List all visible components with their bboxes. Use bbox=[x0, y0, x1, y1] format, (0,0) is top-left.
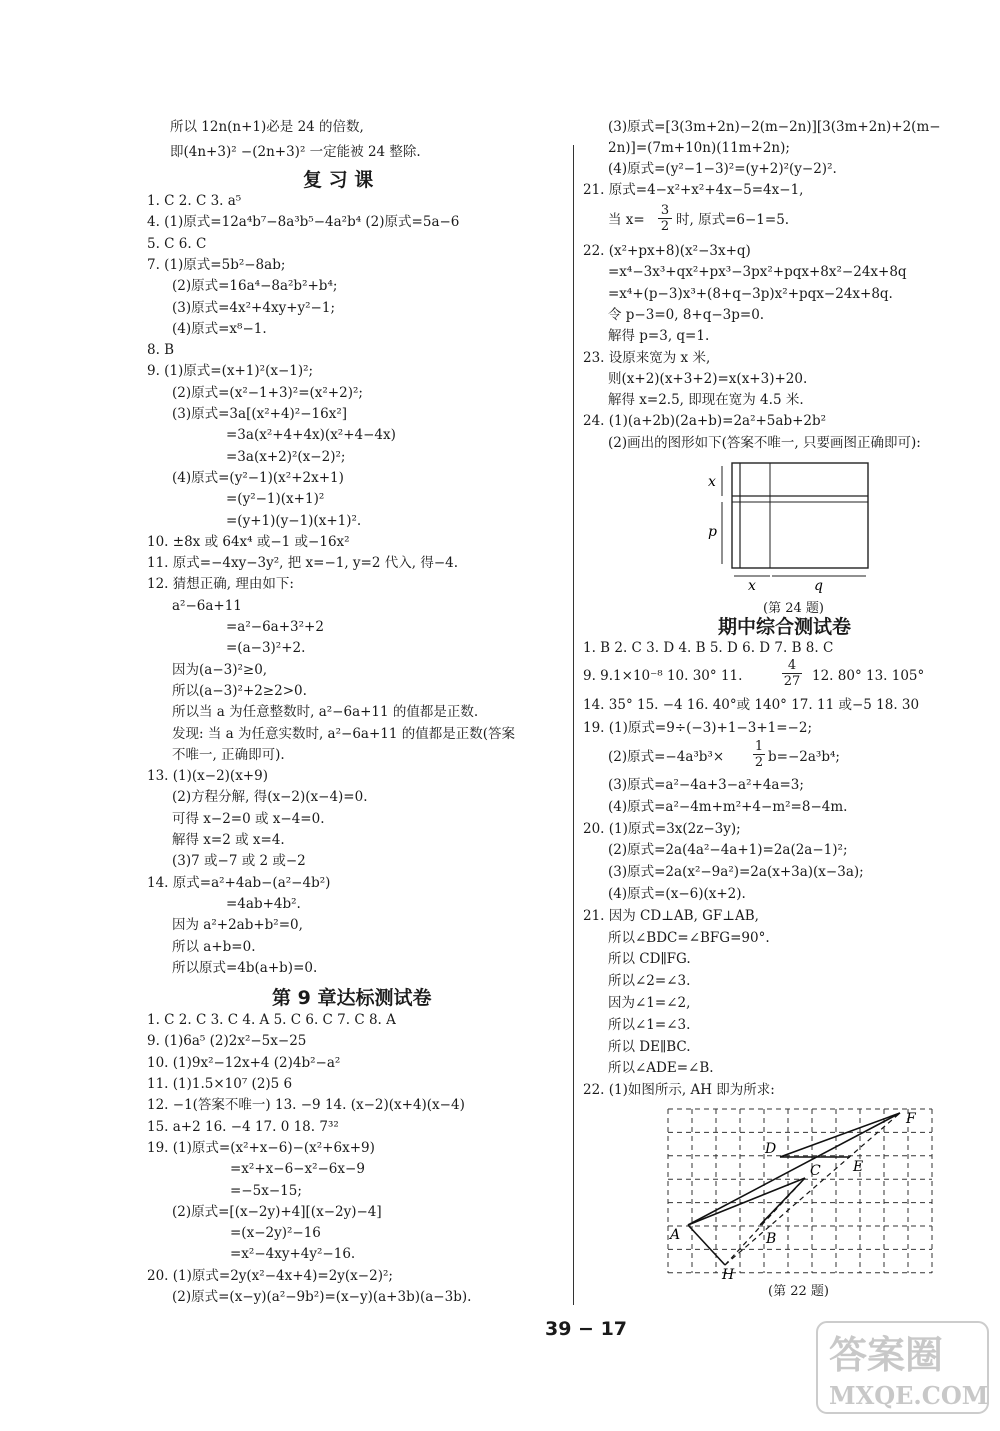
answer-line: 所以(a−3)²+2≥2>0. bbox=[172, 682, 307, 699]
answer-line: 则(x+2)(x+3+2)=x(x+3)+20. bbox=[608, 370, 808, 387]
answer-line: (2)原式=(x²−1+3)²=(x²+2)²; bbox=[172, 384, 363, 401]
answer-line: 19. (1)原式=(x²+x−6)−(x²+6x+9) bbox=[147, 1139, 375, 1156]
fig24-q-bottom: q bbox=[814, 578, 823, 593]
answer-line: 即(4n+3)² −(2n+3)² 一定能被 24 整除. bbox=[170, 144, 421, 160]
fig22-caption: (第 22 题) bbox=[768, 1284, 829, 1299]
answer-line: a²−6a+11 bbox=[172, 597, 242, 614]
fraction-num: 1 bbox=[754, 739, 764, 754]
answer-line: 9. (1)原式=(x+1)²(x−1)²; bbox=[147, 363, 314, 380]
answer-line: 所以 CD∥FG. bbox=[608, 951, 691, 968]
answer-line: =(x−2y)²−16 bbox=[230, 1225, 321, 1242]
fraction-num: 3 bbox=[658, 203, 672, 219]
answer-line: 22. (1)如图所示, AH 即为所求: bbox=[583, 1082, 775, 1099]
section-heading-chapter9: 第 9 章达标测试卷 bbox=[272, 987, 432, 1010]
answer-line: =x²+x−6−x²−6x−9 bbox=[230, 1161, 365, 1178]
answer-line: (2)原式=2a(4a²−4a+1)=2a(2a−1)²; bbox=[608, 842, 848, 859]
answer-line: 所以 a+b=0. bbox=[172, 938, 256, 955]
answer-line: =(y²−1)(x+1)² bbox=[226, 491, 325, 508]
section-heading-review: 复 习 课 bbox=[303, 169, 374, 191]
answer-line: 发现: 当 a 为任意实数时, a²−6a+11 的值都是正数(答案 bbox=[172, 725, 516, 742]
fig22-label-E: E bbox=[853, 1159, 864, 1175]
answer-line: 2n)]=(7m+10n)(11m+2n); bbox=[608, 140, 790, 156]
fig22-label-H: H bbox=[722, 1267, 735, 1280]
fig22-label-C: C bbox=[810, 1163, 821, 1179]
answer-line: 解得 p=3, q=1. bbox=[608, 328, 710, 345]
answer-line: =3a(x²+4+4x)(x²+4−4x) bbox=[226, 427, 396, 444]
answer-line: (3)原式=[3(3m+2n)−2(m−2n)][3(3m+2n)+2(m− bbox=[608, 119, 941, 135]
fig22-label-B: B bbox=[766, 1231, 777, 1247]
answer-line: 因为 a²+2ab+b²=0, bbox=[172, 917, 303, 934]
answer-line: =x⁴+(p−3)x³+(8+q−3p)x²+pqx−24x+8q. bbox=[608, 285, 893, 302]
section-heading-midterm: 期中综合测试卷 bbox=[718, 616, 852, 638]
answer-line: 12. −1(答案不唯一) 13. −9 14. (x−2)(x+4)(x−4) bbox=[147, 1097, 465, 1114]
watermark-logo bbox=[815, 1320, 990, 1415]
answer-line: (3)原式=2a(x²−9a²)=2a(x+3a)(x−3a); bbox=[608, 864, 864, 881]
answer-line: 所以 12n(n+1)必是 24 的倍数, bbox=[170, 119, 364, 135]
svg-text:答案圈: 答案圈 bbox=[829, 1332, 944, 1377]
answer-line: =3a(x+2)²(x−2)²; bbox=[226, 448, 346, 465]
answer-line: 解得 x=2.5, 即现在宽为 4.5 米. bbox=[608, 392, 804, 409]
answer-line: (3)原式=a²−4a+3−a²+4a=3; bbox=[608, 777, 804, 793]
answer-line: 不唯一, 正确即可). bbox=[172, 746, 285, 763]
answer-line: 9. (1)6a⁵ (2)2x²−5x−25 bbox=[147, 1033, 307, 1050]
fig22-label-F: F bbox=[906, 1111, 916, 1127]
answer-line: 可得 x−2=0 或 x−4=0. bbox=[172, 810, 325, 827]
answer-line: 1. C 2. C 3. C 4. A 5. C 6. C 7. C 8. A bbox=[147, 1012, 396, 1029]
answer-line: (2)方程分解, 得(x−2)(x−4)=0. bbox=[172, 789, 368, 806]
answer-line: 所以原式=4b(a+b)=0. bbox=[172, 959, 318, 976]
fraction-den: 27 bbox=[783, 674, 801, 689]
answer-line: =4ab+4b². bbox=[226, 895, 301, 912]
answer-line: (4)原式=(y²−1−3)²=(y+2)²(y−2)². bbox=[608, 161, 837, 177]
answer-line: 因为∠1=∠2, bbox=[608, 995, 691, 1011]
answer-line: 8. B bbox=[147, 342, 175, 359]
answer-line: 13. (1)(x−2)(x+9) bbox=[147, 768, 268, 785]
answer-line: =x²−4xy+4y²−16. bbox=[230, 1246, 356, 1263]
answer-line: 7. (1)原式=5b²−8ab; bbox=[147, 256, 286, 273]
fig24-caption: (第 24 题) bbox=[763, 601, 824, 616]
answer-line: =x⁴−3x³+qx²+px³−3px²+pqx+8x²−24x+8q bbox=[608, 264, 907, 281]
fig24-x-bottom: x bbox=[748, 578, 756, 593]
page-number: 39 − 17 bbox=[545, 1318, 628, 1340]
answer-line: (2)原式=16a⁴−8a²b²+b⁴; bbox=[172, 278, 338, 295]
answer-line: (4)原式=x⁸−1. bbox=[172, 320, 267, 337]
column-divider bbox=[573, 145, 574, 1305]
fraction-4-over-27 bbox=[782, 658, 802, 689]
answer-line: 12. 猜想正确, 理由如下: bbox=[147, 576, 294, 593]
answer-line: 14. 原式=a²+4ab−(a²−4b²) bbox=[147, 874, 331, 891]
answer-line: 20. (1)原式=2y(x²−4x+4)=2y(x−2)²; bbox=[147, 1267, 393, 1284]
answer-line: 12. 80° 13. 105° bbox=[812, 668, 925, 684]
answer-line: =a²−6a+3²+2 bbox=[226, 619, 324, 635]
answer-line: (3)原式=3a[(x²+4)²−16x²] bbox=[172, 406, 347, 422]
fig24-x-left: x bbox=[708, 474, 716, 490]
answer-line: 所以∠BDC=∠BFG=90°. bbox=[608, 929, 770, 946]
answer-line: 11. 原式=−4xy−3y², 把 x=−1, y=2 代入, 得−4. bbox=[147, 555, 459, 572]
fraction-1-over-2 bbox=[753, 739, 765, 770]
answer-line: 9. 9.1×10⁻⁸ 10. 30° 11. bbox=[583, 668, 743, 684]
answer-line: 当 x= bbox=[608, 212, 645, 228]
fraction-den: 2 bbox=[660, 219, 670, 234]
answer-line: 所以当 a 为任意整数时, a²−6a+11 的值都是正数. bbox=[172, 704, 479, 721]
answer-line: 20. (1)原式=3x(2z−3y); bbox=[583, 820, 741, 837]
answer-line: 19. (1)原式=9÷(−3)+1−3+1=−2; bbox=[583, 720, 812, 736]
answer-line: b=−2a³b⁴; bbox=[768, 749, 840, 765]
answer-line: 因为(a−3)²≥0, bbox=[172, 661, 268, 678]
answer-line: 所以∠2=∠3. bbox=[608, 973, 691, 990]
figure-22-grid-diagram bbox=[660, 1105, 960, 1280]
answer-line: 所以∠ADE=∠B. bbox=[608, 1060, 714, 1077]
answer-line: (2)原式=(x−y)(a²−9b²)=(x−y)(a+3b)(a−3b). bbox=[172, 1289, 472, 1305]
figure-24-rectangle-diagram bbox=[700, 458, 890, 593]
answer-line: 令 p−3=0, 8+q−3p=0. bbox=[608, 306, 765, 323]
answer-line: =−5x−15; bbox=[230, 1182, 302, 1199]
answer-line: (4)原式=(x−6)(x+2). bbox=[608, 886, 746, 902]
answer-line: 24. (1)(a+2b)(2a+b)=2a²+5ab+2b² bbox=[583, 413, 827, 430]
svg-text:MXQE.COM: MXQE.COM bbox=[829, 1381, 989, 1410]
fraction-3-over-2 bbox=[658, 203, 672, 234]
answer-line: (2)画出的图形如下(答案不唯一, 只要画图正确即可): bbox=[608, 434, 921, 451]
answer-line: 10. (1)9x²−12x+4 (2)4b²−a² bbox=[147, 1054, 341, 1071]
answer-line: 解得 x=2 或 x=4. bbox=[172, 832, 285, 848]
answer-line: 11. (1)1.5×10⁷ (2)5 6 bbox=[147, 1076, 293, 1092]
answer-line: 15. a+2 16. −4 17. 0 18. 7³² bbox=[147, 1118, 339, 1135]
answer-line: (2)原式=[(x−2y)+4][(x−2y)−4] bbox=[172, 1203, 382, 1220]
fig22-label-D: D bbox=[765, 1141, 777, 1157]
answer-line: 所以∠1=∠3. bbox=[608, 1016, 691, 1033]
fraction-num: 4 bbox=[782, 658, 802, 674]
answer-line: =(y+1)(y−1)(x+1)². bbox=[226, 512, 362, 529]
answer-line: (4)原式=a²−4m+m²+4−m²=8−4m. bbox=[608, 798, 848, 815]
answer-line: 23. 设原来宽为 x 米, bbox=[583, 349, 711, 366]
answer-line: 1. C 2. C 3. a⁵ bbox=[147, 193, 242, 209]
answer-line: 21. 因为 CD⊥AB, GF⊥AB, bbox=[583, 907, 759, 924]
answer-line: 14. 35° 15. −4 16. 40°或 140° 17. 11 或−5 18. 30 bbox=[583, 697, 920, 713]
answer-line: 21. 原式=4−x²+x²+4x−5=4x−1, bbox=[583, 182, 804, 198]
answer-line: =(a−3)²+2. bbox=[226, 640, 306, 657]
answer-line: 1. B 2. C 3. D 4. B 5. D 6. D 7. B 8. C bbox=[583, 640, 834, 656]
answer-line: 4. (1)原式=12a⁴b⁷−8a³b⁵−4a²b⁴ (2)原式=5a−6 bbox=[147, 214, 460, 231]
answer-line: 5. C 6. C bbox=[147, 235, 207, 252]
answer-line: (3)原式=4x²+4xy+y²−1; bbox=[172, 299, 335, 316]
answer-line: (2)原式=−4a³b³× bbox=[608, 749, 725, 765]
answer-line: 时, 原式=6−1=5. bbox=[676, 212, 790, 228]
fraction-den: 2 bbox=[754, 755, 764, 770]
answer-line: (3)7 或−7 或 2 或−2 bbox=[172, 853, 306, 870]
fig22-label-A: A bbox=[670, 1227, 681, 1243]
answer-line: 10. ±8x 或 64x⁴ 或−1 或−16x² bbox=[147, 533, 350, 550]
answer-line: 所以 DE∥BC. bbox=[608, 1038, 691, 1055]
fig24-p-left: p bbox=[708, 524, 717, 540]
answer-line: (4)原式=(y²−1)(x²+2x+1) bbox=[172, 469, 344, 486]
answer-line: 22. (x²+px+8)(x²−3x+q) bbox=[583, 243, 751, 259]
